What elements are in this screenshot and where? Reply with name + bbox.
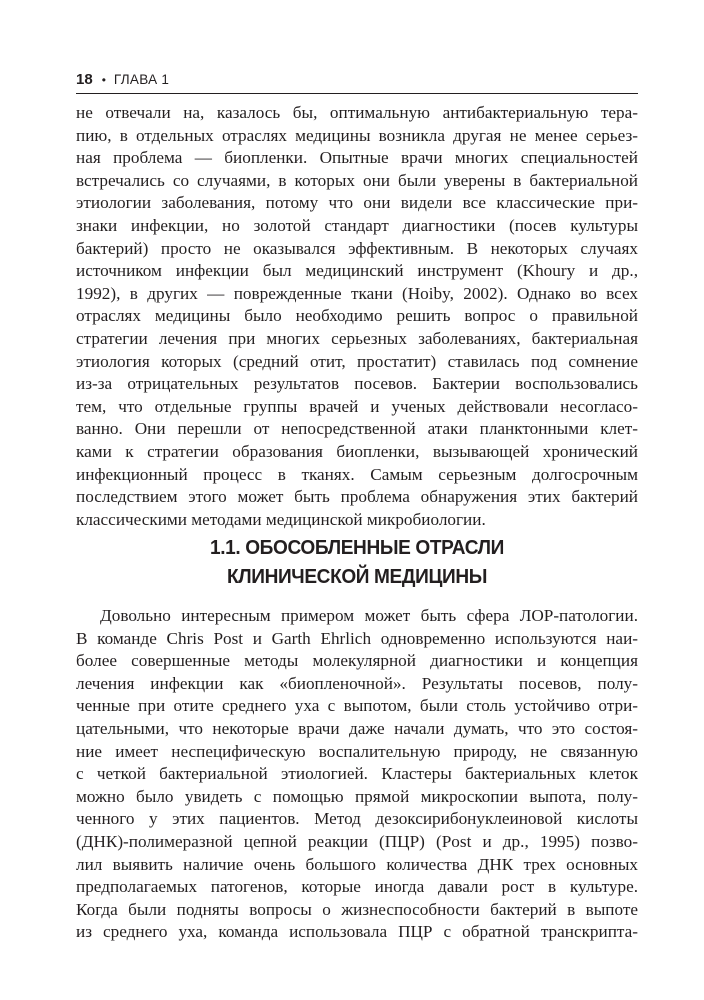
text-line: источником инфекции был медицинский инструмент (Khoury и др., — [76, 261, 638, 281]
text-line: знаки инфекции, но золотой стандарт диагностики (посев культуры — [76, 215, 638, 235]
section-heading-line: КЛИНИЧЕСКОЙ МЕДИЦИНЫ — [226, 565, 488, 588]
section-heading — [96, 533, 619, 591]
text-line: этиологии заболевания, потому что они видели все классические при- — [76, 193, 638, 213]
text-line: ченные при отите среднего уха с выпотом, были столь устойчиво отри- — [76, 696, 638, 716]
text-line: (ДНК)-полимеразной цепной реакции (ПЦР) (Post и др., 1995) позво- — [76, 831, 638, 851]
section-heading-line: 1.1. ОБОСОБЛЕННЫЕ ОТРАСЛИ — [209, 536, 504, 559]
text-line: тем, что отдельные группы врачей и ученых действовали несогласо- — [76, 396, 638, 416]
text-line: встречались со случаями, в которых они были уверены в бактериальной — [76, 170, 638, 190]
text-line: предполагаемых патогенов, которые иногда давали рост в культуре. — [76, 877, 638, 897]
running-header — [76, 71, 638, 94]
header-separator: • — [101, 73, 106, 87]
text-line: с четкой бактериальной этиологией. Кластеры бактериальных клеток — [76, 764, 638, 784]
text-line: пию, в отдельных отраслях медицины возникла другая не менее серьез- — [76, 125, 638, 145]
text-line: В команде Chris Post и Garth Ehrlich одновременно используются наи- — [76, 628, 638, 648]
text-line: бактерий) просто не оказывался эффективным. В некоторых случаях — [76, 238, 638, 258]
text-line: отраслях медицины было необходимо решить вопрос о правильной — [76, 306, 638, 326]
text-line: ченного у этих пациентов. Метод дезоксирибонуклеиновой кислоты — [76, 809, 638, 829]
text-line: классическими методами медицинской микробиологии. — [76, 509, 486, 529]
text-line: этиология которых (средний отит, простатит) ставилась под сомнение — [76, 351, 638, 371]
text-line: лечения инфекции как «биопленочной». Результаты посевов, полу- — [76, 673, 638, 693]
paragraph-intro — [76, 102, 638, 531]
text-line: 1992), в других — поврежденные ткани (Hoiby, 2002). Однако во всех — [76, 283, 638, 303]
text-line: Довольно интересным примером может быть сфера ЛОР-патологии. — [100, 606, 638, 625]
text-line: Когда были подняты вопросы о жизнеспособности бактерий в выпоте — [76, 899, 638, 919]
text-line: ками к стратегии образования биопленки, вызывающей хронический — [76, 441, 638, 461]
text-line: из среднего уха, команда использовала ПЦР с обратной транскрипта- — [76, 922, 638, 942]
text-line: ние имеет неспецифическую воспалительную природу, не связанную — [76, 741, 638, 761]
text-line: более совершенные методы молекулярной диагностики и концепция — [76, 651, 638, 671]
page-number: 18 — [76, 71, 93, 88]
text-line: можно было увидеть с помощью прямой микроскопии выпота, полу- — [76, 786, 638, 806]
text-line: цательными, что некоторые врачи даже начали думать, что это состоя- — [76, 718, 638, 738]
text-line: ванно. Они перешли от непосредственной атаки планктонными клет- — [76, 419, 638, 439]
text-line: из-за отрицательных результатов посевов. Бактерии воспользовались — [76, 374, 638, 394]
paragraph-ent — [76, 605, 638, 944]
text-line: лил выявить наличие очень большого количества ДНК трех основных — [76, 854, 638, 874]
text-line: стратегии лечения при многих серьезных заболеваниях, бактериальная — [76, 328, 638, 348]
chapter-label: ГЛАВА 1 — [113, 72, 170, 87]
text-line: инфекционный процесс в тканях. Самым серьезным долгосрочным — [76, 464, 638, 484]
text-line: ная проблема — биопленки. Опытные врачи многих специальностей — [76, 148, 638, 168]
text-line: не отвечали на, казалось бы, оптимальную антибактериальную тера- — [76, 103, 638, 122]
text-line: последствием этого может быть проблема обнаружения этих бактерий — [76, 487, 638, 507]
